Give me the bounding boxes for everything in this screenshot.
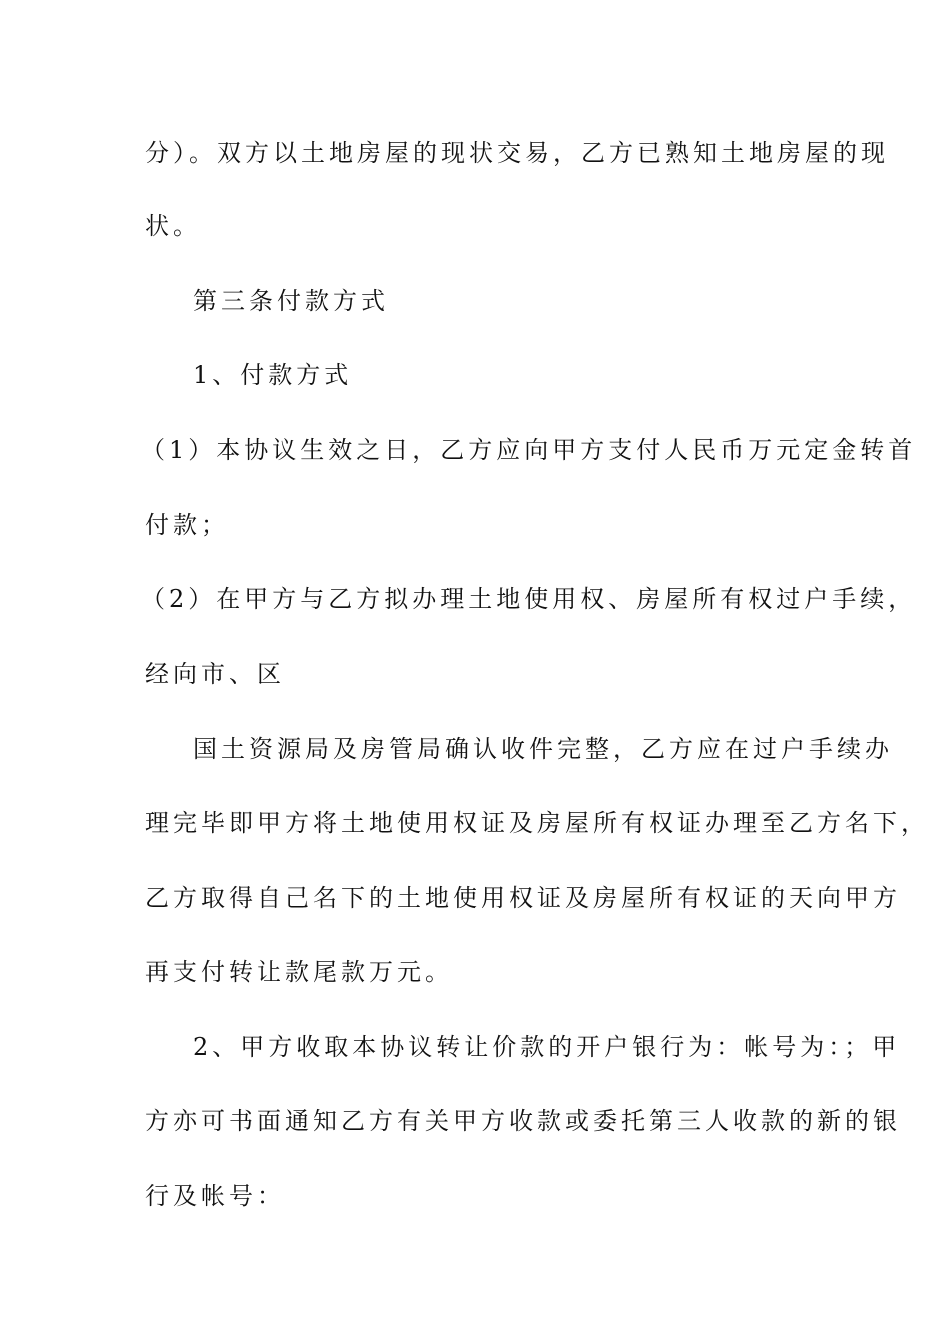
paragraph-line: 状。: [145, 212, 201, 240]
paragraph-line: 乙方取得自己名下的土地使用权证及房屋所有权证的天向甲方: [145, 884, 901, 912]
paragraph-line: 2、甲方收取本协议转让价款的开户银行为：帐号为：；甲: [193, 1033, 901, 1061]
paragraph-line: 理完毕即甲方将土地使用权证及房屋所有权证办理至乙方名下，: [145, 809, 929, 837]
paragraph-line: （2）在甲方与乙方拟办理土地使用权、房屋所有权过户手续，: [141, 585, 917, 613]
subsection-heading: 1、付款方式: [193, 361, 353, 389]
paragraph-line: 再支付转让款尾款万元。: [145, 958, 453, 986]
paragraph-line: （1）本协议生效之日，乙方应向甲方支付人民币万元定金转首: [141, 436, 917, 464]
paragraph-line: 国土资源局及房管局确认收件完整，乙方应在过户手续办: [193, 735, 893, 763]
paragraph-line: 方亦可书面通知乙方有关甲方收款或委托第三人收款的新的银: [145, 1107, 901, 1135]
paragraph-line: 经向市、区: [145, 660, 285, 688]
paragraph-line: 行及帐号：: [145, 1182, 285, 1210]
section-heading: 第三条付款方式: [193, 287, 389, 315]
paragraph-line: 分）。双方以土地房屋的现状交易，乙方已熟知土地房屋的现: [145, 139, 889, 167]
paragraph-line: 付款；: [145, 511, 229, 539]
